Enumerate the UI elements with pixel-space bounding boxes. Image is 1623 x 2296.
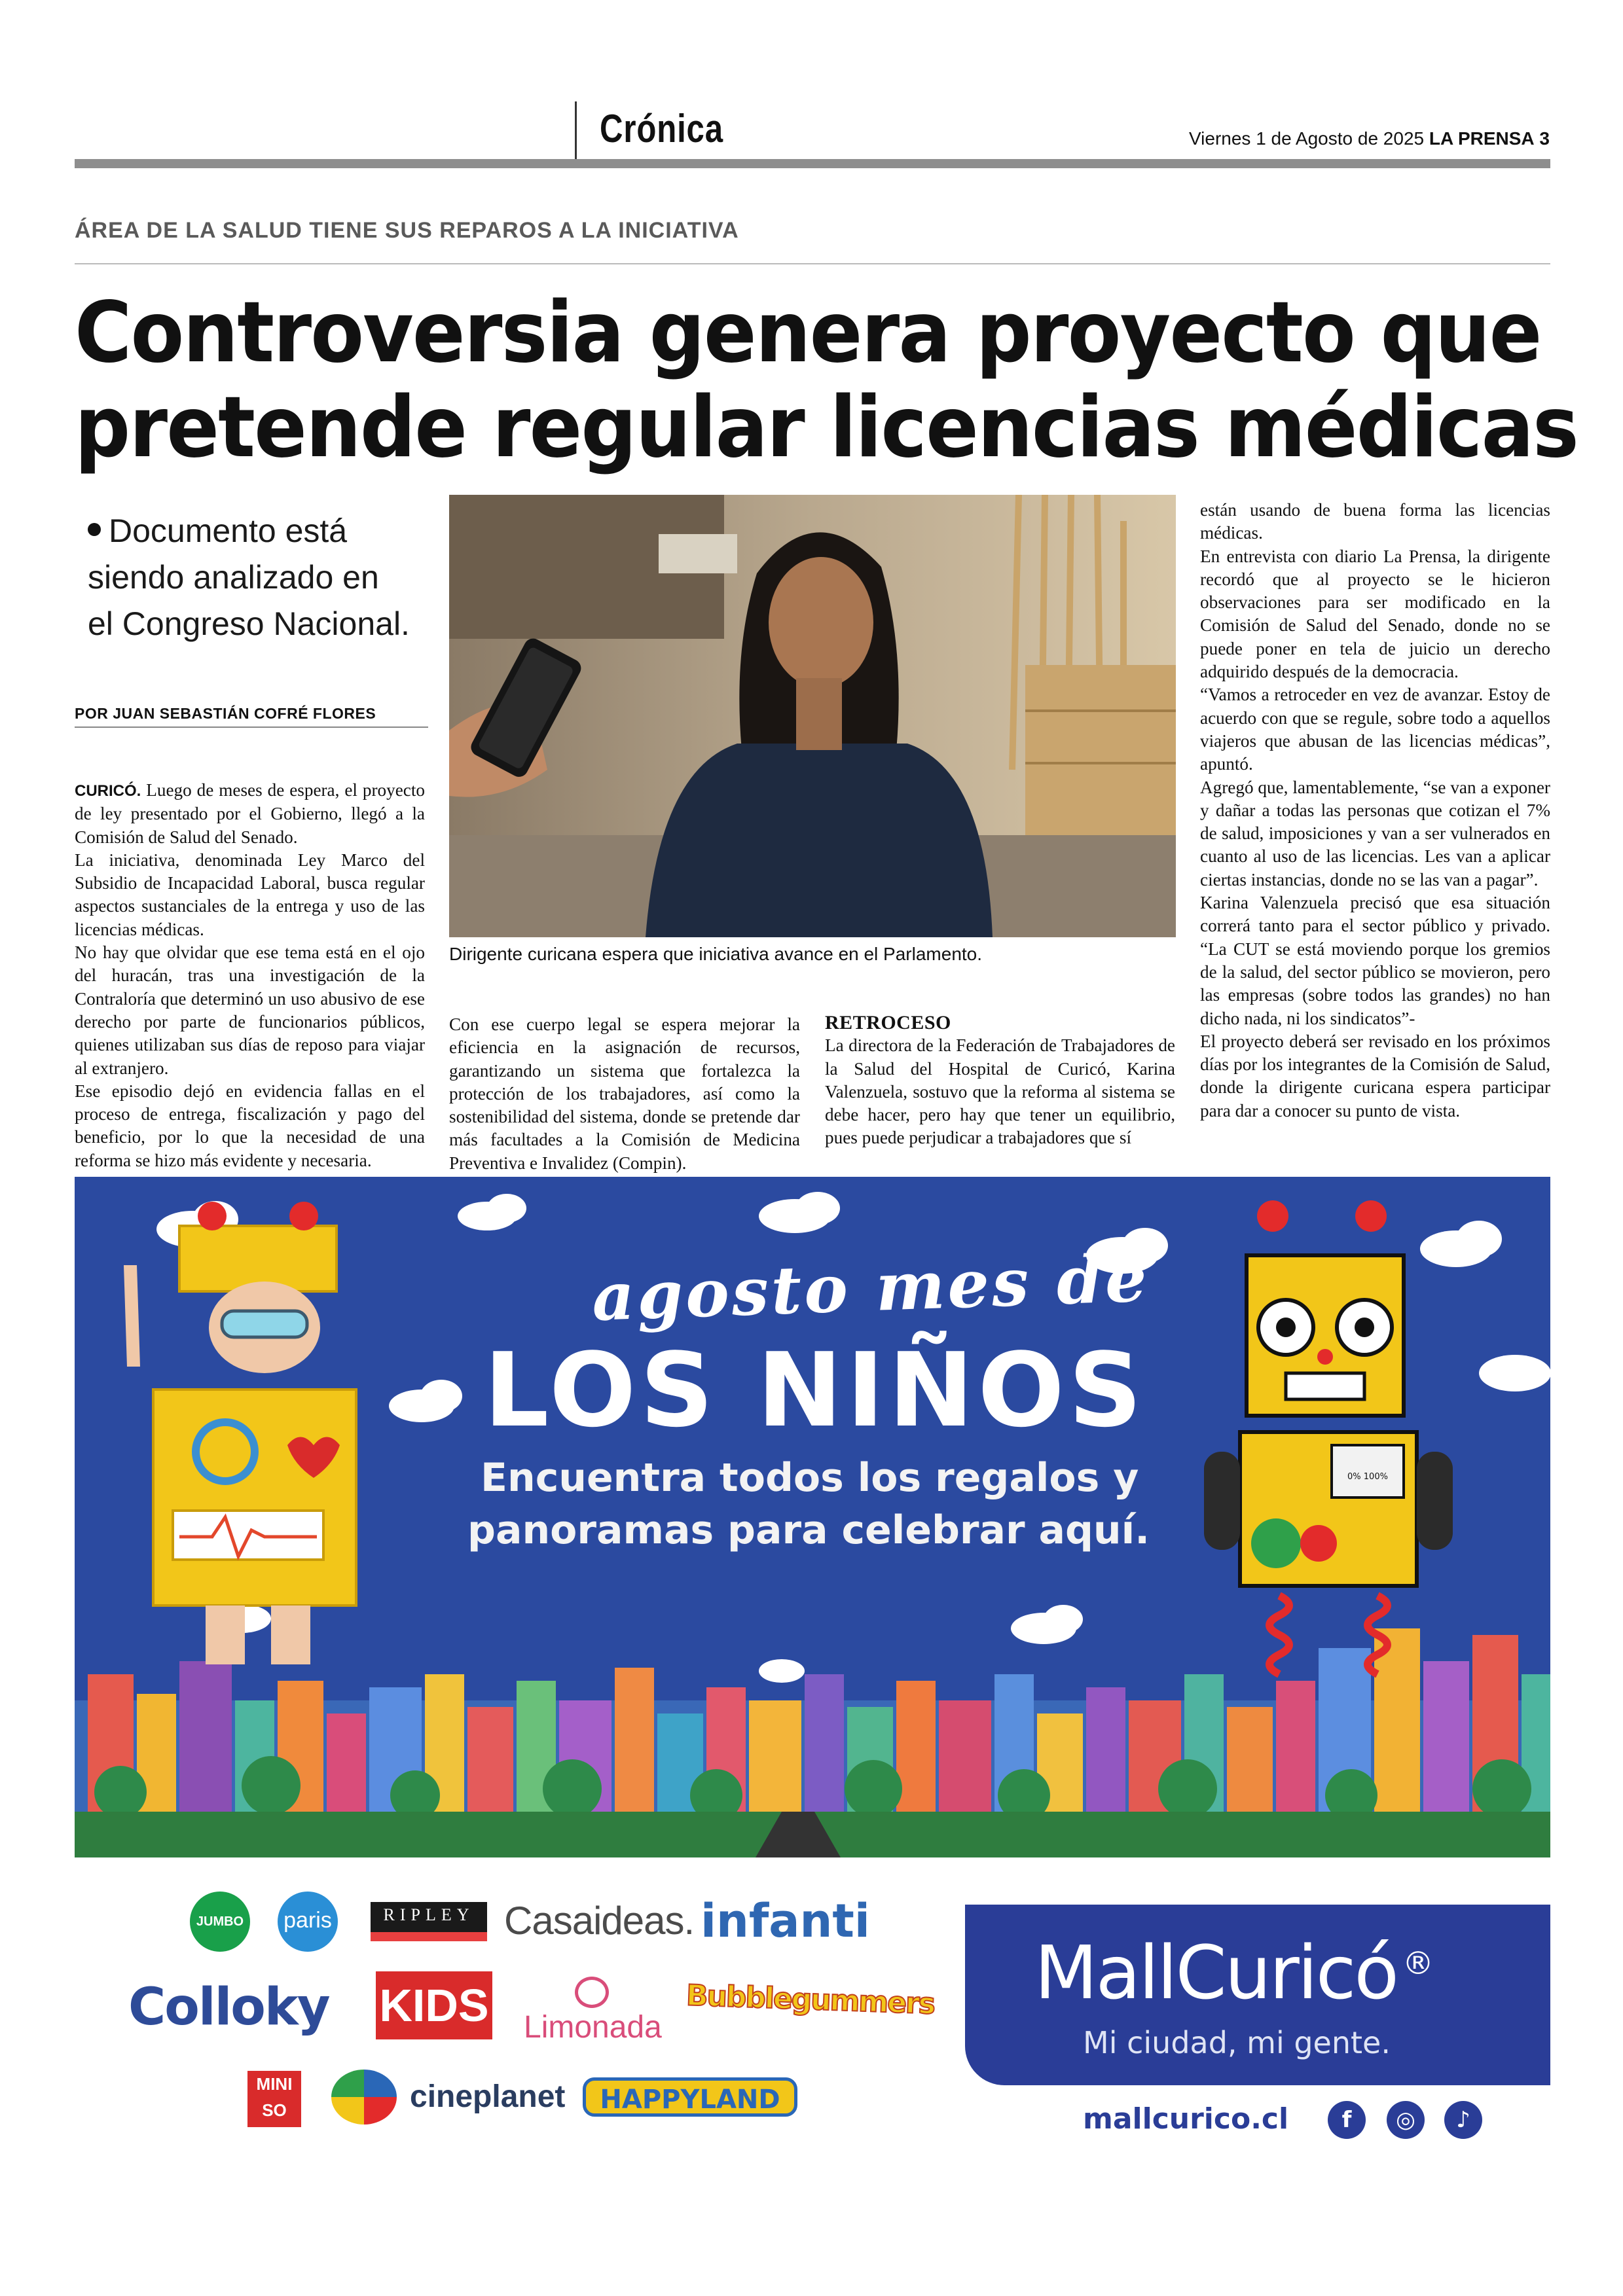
cloud-icon xyxy=(759,1192,840,1233)
paragraph: Con ese cuerpo legal se espera mejorar la eficiencia en la asignación de recursos, garantizando un sistema que fortalezca la protección de los trabajadores, así como la sostenibilidad del sistema, donde se pretende dar más facultades a la Comisión de Medicina Preventiva e Invalidez (Compin). xyxy=(449,1014,800,1173)
mall-tagline: Mi ciudad, mi gente. xyxy=(1083,2025,1391,2060)
byline-rule xyxy=(75,726,428,728)
cloud-icon xyxy=(1420,1221,1502,1267)
colloky-logo: Colloky xyxy=(128,1978,329,2037)
paragraph: La directora de la Federación de Trabajadores de la Salud del Hospital de Curicó, Karina Valenzuela, sostuvo que la reforma al sistema se debe hacer, pero hay que tener un equilibrio, pues puede perjudicar a trabajadores que sí xyxy=(825,1035,1175,1148)
summary-line: Documento está xyxy=(109,512,348,549)
kicker: ÁREA DE LA SALUD TIENE SUS REPAROS A LA INICIATIVA xyxy=(75,218,739,243)
happyland-logo: HAPPYLAND xyxy=(583,2077,797,2117)
header-divider xyxy=(575,101,577,160)
paragraph: Karina Valenzuela precisó que esa situación correrá tanto para el sector público y privado. “La CUT se está moviendo porque los gremios de la salud, del sector público se movieron, pero las empresas (sobre todos las grandes) no han dicho nada, ni los sindicatos”- xyxy=(1200,893,1550,1028)
cloud-icon xyxy=(1011,1605,1083,1644)
paragraph: están usando de buena forma las licencias médicas. xyxy=(1200,500,1550,543)
section-title: Crónica xyxy=(600,107,723,151)
limonada-flower-icon xyxy=(575,1977,609,2008)
paragraph: CURICÓ. Luego de meses de espera, el proyecto de ley presentado por el Gobierno, llegó a la Comisión de Salud del Senado. xyxy=(75,780,426,847)
article-column-3 xyxy=(825,1011,1175,1150)
paragraph: “Vamos a retroceder en vez de avanzar. Estoy de acuerdo con que se regule, sobre todo a aquellos viajeros que abusan de las licencias médicas”, apuntó. xyxy=(1200,685,1550,774)
photo-illustration xyxy=(449,495,1176,937)
paragraph: La iniciativa, denominada Ley Marco del Subsidio de Incapacidad Laboral, busca regular aspectos sustanciales de la entrega y uso de las licencias médicas. xyxy=(75,850,425,939)
dateline-place: CURICÓ. xyxy=(75,782,141,800)
dateline xyxy=(1189,128,1550,149)
header-rule xyxy=(75,159,1550,168)
cloud-icon xyxy=(759,1659,805,1683)
instagram-icon[interactable]: ◎ xyxy=(1387,2101,1425,2139)
subheading: RETROCESO xyxy=(825,1012,951,1033)
cloud-icon xyxy=(1479,1355,1550,1391)
miniso-logo: MINI SO xyxy=(247,2071,301,2127)
kid-robot-illustration xyxy=(124,1202,356,1664)
banner-script-title: agosto mes de xyxy=(591,1239,1151,1336)
paris-logo: paris xyxy=(278,1892,338,1952)
mall-curico-logo: MallCuricó ® xyxy=(1034,1931,1432,2016)
ripley-logo: RIPLEY xyxy=(371,1902,487,1941)
kicker-rule xyxy=(75,263,1550,264)
limonada-logo: Limonada xyxy=(524,2010,662,2045)
photo-caption: Dirigente curicana espera que iniciativa avance en el Parlamento. xyxy=(449,944,983,964)
infanti-logo: infanti xyxy=(701,1894,870,1948)
casaideas-logo: Casaideas. xyxy=(504,1899,695,1943)
bubblegummers-logo: Bubblegummers xyxy=(685,1979,935,2021)
mall-website-link[interactable]: mallcurico.cl xyxy=(1083,2102,1289,2136)
summary-bullet xyxy=(88,508,428,647)
paragraph: Agregó que, lamentablemente, “se van a exponer y dañar a todas las personas que cotizan el 7% de salud, imposiciones y van a ser vulnerados en cuanto al uso de las licencias. Les van a aplicar ciertas instancias, donde no se las van a pagar”. xyxy=(1200,777,1550,889)
interview-photo xyxy=(449,495,1176,937)
gauge-label: 0% 100% xyxy=(1347,1472,1388,1482)
banner-subtitle-line-1: Encuentra todos los regalos y xyxy=(481,1455,1139,1501)
article-column-4 xyxy=(1200,499,1550,1122)
bullet-icon xyxy=(88,523,101,536)
headline xyxy=(75,284,1578,476)
cineplanet-icon xyxy=(331,2070,397,2125)
article-column-2 xyxy=(449,1013,800,1175)
jumbo-logo: JUMBO xyxy=(190,1892,250,1952)
yellow-robot-illustration xyxy=(1204,1200,1453,1674)
facebook-icon[interactable]: f xyxy=(1328,2101,1366,2139)
summary-line: siendo analizado en xyxy=(88,559,379,596)
headline-line-1: Controversia genera proyecto que xyxy=(75,284,1541,382)
paragraph: El proyecto deberá ser revisado en los próximos días por los integrantes de la Comisión de Salud, donde la dirigente curicana espera participar para dar a conocer su punto de vista. xyxy=(1200,1031,1550,1121)
paragraph: Ese episodio dejó en evidencia fallas en el proceso de entrega, fiscalización y pago del beneficio, por lo que la necesidad de una reforma se hizo más evidente y necesaria. xyxy=(75,1081,425,1170)
paragraph: En entrevista con diario La Prensa, la dirigente recordó que al proyecto se le hicieron observaciones para ser modificado en la Comisión de Salud del Senado, donde no se puede poner en tela de juicio un derecho adquirido después de la democracia. xyxy=(1200,546,1550,682)
summary-line: el Congreso Nacional. xyxy=(88,605,410,642)
cineplanet-logo: cineplanet xyxy=(410,2079,566,2114)
cloud-icon xyxy=(389,1380,462,1422)
newspaper-name: LA PRENSA xyxy=(1429,128,1535,149)
banner-subtitle-line-2: panoramas para celebrar aquí. xyxy=(467,1507,1150,1553)
registered-mark: ® xyxy=(1402,1945,1432,1982)
paragraph: No hay que olvidar que ese tema está en el ojo del huracán, tras una investigación de la Contraloría que determinó un uso abusivo de ese derecho por parte de funcionarios públicos, quienes utilizaban sus días de reposo para viajar al extranjero. xyxy=(75,942,425,1078)
article-column-1 xyxy=(75,779,425,1172)
byline: POR JUAN SEBASTIÁN COFRÉ FLORES xyxy=(75,705,376,722)
cloud-icon xyxy=(458,1194,526,1230)
banner-main-title: LOS NIÑOS xyxy=(484,1331,1146,1450)
kids-logo: KIDS xyxy=(376,1971,492,2039)
tiktok-icon[interactable]: ♪ xyxy=(1444,2101,1482,2139)
ad-banner[interactable] xyxy=(75,1177,1550,1857)
page-number: 3 xyxy=(1539,128,1550,149)
issue-date: Viernes 1 de Agosto de 2025 xyxy=(1188,128,1425,149)
headline-line-2: pretende regular licencias médicas xyxy=(75,379,1578,476)
